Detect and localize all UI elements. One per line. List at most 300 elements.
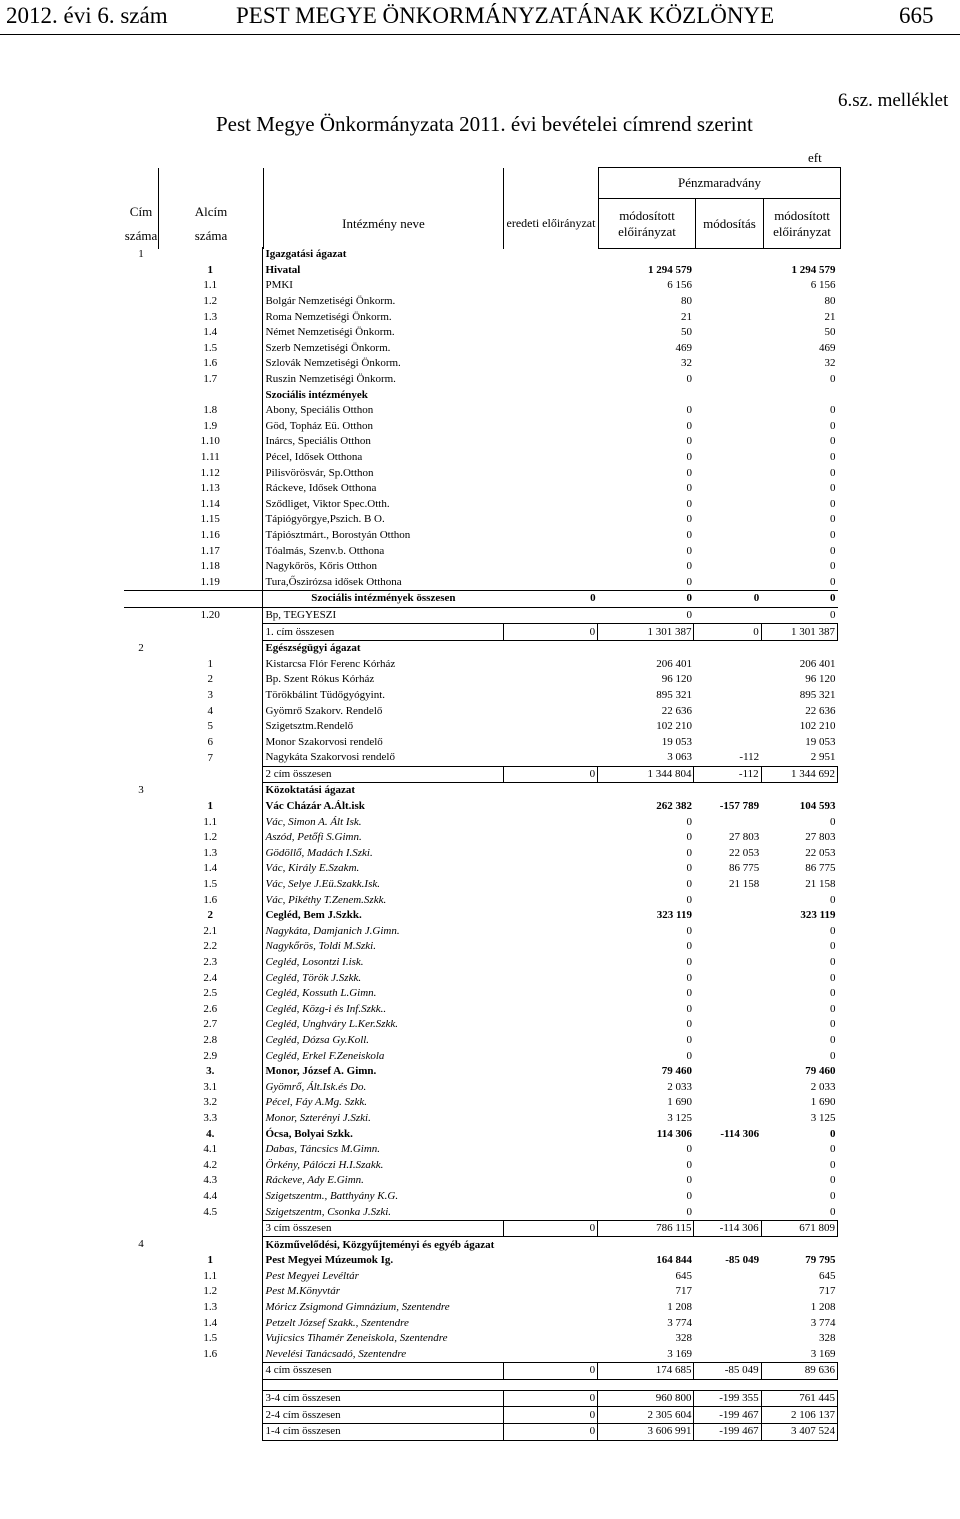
row-cim <box>124 924 158 940</box>
row-cim <box>124 434 158 450</box>
row-name: Egészségügyi ágazat <box>265 642 361 655</box>
row-alcim: 1.5 <box>158 877 263 893</box>
table-row <box>124 672 838 688</box>
row-cim <box>124 1363 158 1380</box>
row-modified: 645 <box>675 1269 692 1282</box>
row-cim <box>124 1079 158 1095</box>
row-modified-total: 761 445 <box>761 1390 837 1407</box>
table-row <box>124 1017 838 1033</box>
row-cim <box>124 294 158 310</box>
row-original <box>503 924 597 940</box>
row-change <box>694 1300 761 1316</box>
row-change <box>694 574 761 590</box>
table-row <box>124 341 838 357</box>
row-modified-total: 1 690 <box>810 1096 836 1109</box>
row-alcim: 2.8 <box>158 1033 263 1049</box>
row-modified: 262 382 <box>656 800 692 813</box>
row-cim <box>124 1157 158 1173</box>
row-alcim: 2.7 <box>158 1017 263 1033</box>
table-row <box>124 1269 838 1285</box>
row-modified: 0 <box>686 1174 692 1187</box>
row-alcim <box>158 591 263 608</box>
row-name: Szociális intézmények <box>265 388 368 401</box>
row-modified: 0 <box>598 591 694 608</box>
row-modified-total: 6 156 <box>810 279 836 292</box>
row-modified: 32 <box>680 357 692 370</box>
row-modified: 0 <box>686 815 692 828</box>
row-name: PMKI <box>265 279 293 292</box>
row-name: Tura,Őszirózsa idősek Otthona <box>265 575 402 588</box>
row-original <box>503 783 597 799</box>
row-change <box>694 1033 761 1049</box>
row-original <box>503 607 597 624</box>
row-modified: 786 115 <box>598 1220 694 1237</box>
header-original: eredeti előirányzat <box>504 199 599 249</box>
header-change: módosítás <box>696 199 764 249</box>
row-name: 4 cím összesen <box>263 1363 503 1380</box>
row-change <box>694 1315 761 1331</box>
row-alcim: 1.6 <box>158 1347 263 1363</box>
row-cim <box>124 1315 158 1331</box>
row-modified: 3 125 <box>667 1111 692 1124</box>
row-modified <box>598 247 694 263</box>
row-original <box>503 263 597 279</box>
row-original <box>503 1002 597 1018</box>
row-modified-total: 19 053 <box>805 735 836 748</box>
row-name: Nagykőrös, Kőris Otthon <box>265 560 377 573</box>
row-original <box>503 1079 597 1095</box>
table-row <box>124 591 838 608</box>
row-modified: 102 210 <box>656 720 692 733</box>
row-modified-total: 0 <box>830 373 836 386</box>
issue-number: 2012. évi 6. szám <box>6 3 168 28</box>
row-modified: 0 <box>686 482 692 495</box>
row-alcim: 1.8 <box>158 403 263 419</box>
row-original <box>503 1379 597 1390</box>
row-alcim <box>158 1379 263 1390</box>
row-name: Szigetszentm, Csonka J.Szki. <box>265 1205 392 1218</box>
row-name: Örkény, Pálóczi H.I.Szakk. <box>265 1158 384 1171</box>
row-change <box>694 924 761 940</box>
row-change <box>694 1064 761 1080</box>
row-modified-total: 1 208 <box>810 1301 836 1314</box>
row-name: Nagykáta Szakorvosi rendelő <box>265 751 395 764</box>
row-alcim <box>158 766 263 783</box>
row-name: Tápiógyörgye,Pszich. B O. <box>265 513 385 526</box>
row-cim <box>124 1390 158 1407</box>
row-modified-total: 0 <box>830 497 836 510</box>
row-change <box>694 1379 761 1390</box>
row-alcim: 1.6 <box>158 892 263 908</box>
row-original: 0 <box>503 591 597 608</box>
table-row <box>124 434 838 450</box>
table-row <box>124 656 838 672</box>
row-modified: 0 <box>686 544 692 557</box>
table-row <box>124 861 838 877</box>
row-cim <box>124 387 158 403</box>
row-modified-total: 206 401 <box>799 657 836 670</box>
row-alcim: 2.2 <box>158 939 263 955</box>
row-modified-total <box>761 247 837 263</box>
row-modified: 6 156 <box>667 279 692 292</box>
row-cim <box>124 1017 158 1033</box>
row-modified: 206 401 <box>656 657 692 670</box>
row-name: Pécel, Fáy A.Mg. Szkk. <box>265 1096 367 1109</box>
row-cim <box>124 719 158 735</box>
row-name: Abony, Speciális Otthon <box>265 404 374 417</box>
row-modified-total: 0 <box>830 608 836 621</box>
row-cim: 2 <box>138 641 144 654</box>
table-row <box>124 1284 838 1300</box>
row-modified <box>598 640 694 656</box>
row-original: 0 <box>503 766 597 783</box>
row-change: -85 049 <box>694 1363 761 1380</box>
row-original <box>503 1300 597 1316</box>
row-modified: 960 800 <box>598 1390 694 1407</box>
row-alcim <box>158 1237 263 1253</box>
row-modified: 0 <box>686 419 692 432</box>
table-row <box>124 247 838 263</box>
table-row <box>124 607 838 624</box>
row-original <box>503 278 597 294</box>
table-row <box>124 1407 838 1424</box>
row-modified: 50 <box>680 326 692 339</box>
row-modified-total: 0 <box>761 591 837 608</box>
row-name: Ruszin Nemzetiségi Önkorm. <box>265 373 396 386</box>
table-row <box>124 528 838 544</box>
row-modified: 164 844 <box>656 1254 692 1267</box>
row-modified: 0 <box>686 846 692 859</box>
row-alcim <box>158 1407 263 1424</box>
row-cim <box>124 986 158 1002</box>
row-change: -157 789 <box>719 800 760 813</box>
row-original <box>503 387 597 403</box>
table-row <box>124 799 838 815</box>
row-modified: 0 <box>686 528 692 541</box>
row-alcim: 7 <box>158 750 263 766</box>
row-cim <box>124 1002 158 1018</box>
table-row <box>124 294 838 310</box>
table-row <box>124 1363 838 1380</box>
row-alcim: 1.1 <box>158 1269 263 1285</box>
row-modified-total: 895 321 <box>799 688 836 701</box>
row-change <box>694 1002 761 1018</box>
row-alcim: 1.20 <box>158 607 263 624</box>
row-original <box>503 955 597 971</box>
revenue-table-body <box>124 247 838 1440</box>
table-row <box>124 877 838 893</box>
row-cim <box>124 799 158 815</box>
row-modified-total: 2 033 <box>810 1080 836 1093</box>
col-original <box>504 168 599 199</box>
row-cim <box>124 1220 158 1237</box>
row-modified-total: 79 460 <box>805 1065 836 1078</box>
row-modified-total: 96 120 <box>805 673 836 686</box>
row-alcim: 3.1 <box>158 1079 263 1095</box>
row-modified: 0 <box>686 1049 692 1062</box>
row-name: Ráckeve, Idősek Otthona <box>265 482 377 495</box>
table-row <box>124 1142 838 1158</box>
row-alcim: 4.1 <box>158 1142 263 1158</box>
row-alcim <box>158 783 263 799</box>
row-original <box>503 814 597 830</box>
row-modified-total: 3 407 524 <box>761 1423 837 1440</box>
row-modified-total: 469 <box>819 341 836 354</box>
row-name: Pest Megyei Levéltár <box>265 1269 359 1282</box>
row-change <box>694 403 761 419</box>
row-modified-total: 0 <box>830 971 836 984</box>
row-modified-total: 89 636 <box>761 1363 837 1380</box>
row-alcim: 4.2 <box>158 1157 263 1173</box>
table-row <box>124 1157 838 1173</box>
row-original <box>503 309 597 325</box>
row-change: -112 <box>739 751 760 764</box>
row-modified: 0 <box>686 404 692 417</box>
annex-label: 6.sz. melléklet <box>838 90 949 111</box>
row-alcim: 1.4 <box>158 1315 263 1331</box>
row-cim <box>124 263 158 279</box>
row-modified-total: 0 <box>830 1143 836 1156</box>
row-cim <box>124 939 158 955</box>
row-change <box>694 419 761 435</box>
row-original <box>503 574 597 590</box>
row-change: -199 467 <box>694 1407 761 1424</box>
table-row <box>124 892 838 908</box>
row-cim <box>124 1300 158 1316</box>
row-cim <box>124 481 158 497</box>
row-modified-total: 79 795 <box>805 1254 836 1267</box>
row-cim <box>124 1142 158 1158</box>
row-change <box>694 607 761 624</box>
row-name: Tóalmás, Szenv.b. Otthona <box>265 544 385 557</box>
row-original <box>503 294 597 310</box>
row-original <box>503 908 597 924</box>
row-name: Vác Cházár A.Ált.isk <box>265 800 365 813</box>
row-alcim: 2.9 <box>158 1048 263 1064</box>
table-row <box>124 1347 838 1363</box>
row-modified: 1 208 <box>667 1301 692 1314</box>
table-row <box>124 955 838 971</box>
row-modified: 3 169 <box>667 1347 692 1360</box>
row-alcim: 3.3 <box>158 1111 263 1127</box>
row-modified: 0 <box>686 1205 692 1218</box>
table-row <box>124 387 838 403</box>
row-name: Gyömrő, Ált.Isk.és Do. <box>265 1080 367 1093</box>
row-modified: 0 <box>686 1189 692 1202</box>
row-cim <box>124 688 158 704</box>
table-row <box>124 356 838 372</box>
row-modified: 469 <box>675 341 692 354</box>
row-modified: 0 <box>686 862 692 875</box>
row-change <box>694 688 761 704</box>
header-modified2: módosított előirányzat <box>764 199 841 249</box>
row-change <box>694 970 761 986</box>
row-modified-total: 2 106 137 <box>761 1407 837 1424</box>
journal-title: PEST MEGYE ÖNKORMÁNYZATÁNAK KÖZLÖNYE <box>236 3 775 28</box>
header-alcim <box>159 199 264 249</box>
row-change <box>694 1237 761 1253</box>
row-cim <box>124 766 158 783</box>
row-original <box>503 1142 597 1158</box>
row-change: -199 467 <box>694 1423 761 1440</box>
row-change: 0 <box>694 624 761 641</box>
row-change <box>694 543 761 559</box>
row-modified: 96 120 <box>661 673 692 686</box>
row-change <box>694 356 761 372</box>
row-cim <box>124 672 158 688</box>
row-change <box>694 892 761 908</box>
row-alcim: 1.16 <box>158 528 263 544</box>
row-cim <box>124 1126 158 1142</box>
table-row <box>124 1379 838 1390</box>
row-change <box>694 1017 761 1033</box>
table-row <box>124 543 838 559</box>
row-name: Gyömrő Szakorv. Rendelő <box>265 704 383 717</box>
row-name: Aszód, Petőfi S.Gimn. <box>265 831 362 844</box>
row-change: 86 775 <box>728 862 760 875</box>
row-change: -114 306 <box>694 1220 761 1237</box>
table-row <box>124 481 838 497</box>
row-alcim: 1.5 <box>158 1331 263 1347</box>
header-cim-text: Cím <box>129 203 153 219</box>
row-cim <box>124 356 158 372</box>
row-name: Inárcs, Speciális Otthon <box>265 435 371 448</box>
row-cim <box>124 861 158 877</box>
row-original <box>503 846 597 862</box>
row-change <box>694 528 761 544</box>
row-change <box>694 465 761 481</box>
row-name: Szociális intézmények összesen <box>263 591 503 608</box>
row-change <box>694 372 761 388</box>
row-alcim: 1.2 <box>158 1284 263 1300</box>
row-alcim: 1.9 <box>158 419 263 435</box>
row-name: Cegléd, Losontzi I.isk. <box>265 956 364 969</box>
header-alcim-text: Alcím <box>194 203 228 219</box>
row-modified: 0 <box>686 1002 692 1015</box>
row-cim <box>124 1173 158 1189</box>
table-row <box>124 986 838 1002</box>
row-modified-total: 0 <box>830 1189 836 1202</box>
row-alcim <box>158 1363 263 1380</box>
table-row <box>124 1189 838 1205</box>
row-cim <box>124 403 158 419</box>
row-name: Dabas, Táncsics M.Gimn. <box>265 1143 381 1156</box>
row-modified-total <box>761 783 837 799</box>
row-original <box>503 450 597 466</box>
row-alcim: 3.2 <box>158 1095 263 1111</box>
table-row <box>124 1111 838 1127</box>
row-name: Roma Nemzetiségi Önkorm. <box>265 310 392 323</box>
row-change <box>694 719 761 735</box>
row-modified: 1 294 579 <box>647 263 692 276</box>
row-modified-total: 22 053 <box>805 846 836 859</box>
row-name: 3-4 cím összesen <box>263 1390 503 1407</box>
row-modified-total: 0 <box>830 451 836 464</box>
row-cim: 3 <box>138 784 144 797</box>
table-row <box>124 846 838 862</box>
row-alcim: 1.1 <box>158 278 263 294</box>
row-original <box>503 481 597 497</box>
row-original <box>503 1064 597 1080</box>
row-name: 1-4 cím összesen <box>263 1423 503 1440</box>
row-original <box>503 528 597 544</box>
table-row <box>124 1331 838 1347</box>
table-row <box>124 1220 838 1237</box>
row-change <box>694 1189 761 1205</box>
row-name: Német Nemzetiségi Önkorm. <box>265 326 395 339</box>
row-alcim: 4. <box>158 1126 263 1142</box>
row-modified: 0 <box>686 560 692 573</box>
row-original <box>503 1269 597 1285</box>
row-name: Cegléd, Közg-i és Inf.Szkk.. <box>265 1002 387 1015</box>
row-cim <box>124 877 158 893</box>
row-cim <box>124 1347 158 1363</box>
row-original <box>503 356 597 372</box>
row-original <box>503 1189 597 1205</box>
row-change <box>694 481 761 497</box>
row-modified: 0 <box>686 451 692 464</box>
col-cim <box>124 168 159 199</box>
row-modified-total <box>761 387 837 403</box>
row-name: Ráckeve, Ady E.Gimn. <box>265 1174 364 1187</box>
row-modified-total: 3 774 <box>810 1316 836 1329</box>
row-name: Szigetsztm.Rendelő <box>265 720 354 733</box>
row-original <box>503 799 597 815</box>
row-modified-total: 27 803 <box>805 831 836 844</box>
row-modified <box>598 1379 694 1390</box>
row-cim <box>124 450 158 466</box>
row-original <box>503 656 597 672</box>
revenue-table <box>124 247 838 1441</box>
row-cim <box>124 465 158 481</box>
row-name: Monor, Szterényi J.Szki. <box>265 1111 371 1124</box>
table-row <box>124 1048 838 1064</box>
row-modified-total: 671 809 <box>761 1220 837 1237</box>
unit-label: eft <box>808 150 822 165</box>
row-modified-total: 0 <box>830 404 836 417</box>
row-cim <box>124 278 158 294</box>
table-row <box>124 719 838 735</box>
row-modified: 19 053 <box>661 735 692 748</box>
row-modified-total: 0 <box>830 940 836 953</box>
table-row <box>124 1204 838 1220</box>
row-modified: 0 <box>686 513 692 526</box>
row-modified: 174 685 <box>598 1363 694 1380</box>
row-modified: 0 <box>686 575 692 588</box>
row-change: 27 803 <box>728 831 760 844</box>
table-row <box>124 278 838 294</box>
row-name: Göd, Topház Eü. Otthon <box>265 419 373 432</box>
row-change <box>694 309 761 325</box>
row-change <box>694 1142 761 1158</box>
row-modified-total: 0 <box>830 1033 836 1046</box>
row-name: Gödöllő, Madách I.Szki. <box>265 846 373 859</box>
row-modified: 1 690 <box>667 1096 692 1109</box>
row-modified-total: 0 <box>830 560 836 573</box>
row-change <box>694 1111 761 1127</box>
row-alcim: 1.13 <box>158 481 263 497</box>
row-modified-total <box>761 640 837 656</box>
row-original <box>503 1253 597 1269</box>
row-cim <box>124 1189 158 1205</box>
row-name: Vác, Pikéthy T.Zenem.Szkk. <box>265 893 387 906</box>
row-modified-total: 323 119 <box>800 909 836 922</box>
row-original <box>503 892 597 908</box>
row-modified-total: 1 344 692 <box>761 766 837 783</box>
row-modified-total: 3 169 <box>810 1347 836 1360</box>
row-cim <box>124 656 158 672</box>
row-original <box>503 247 597 263</box>
